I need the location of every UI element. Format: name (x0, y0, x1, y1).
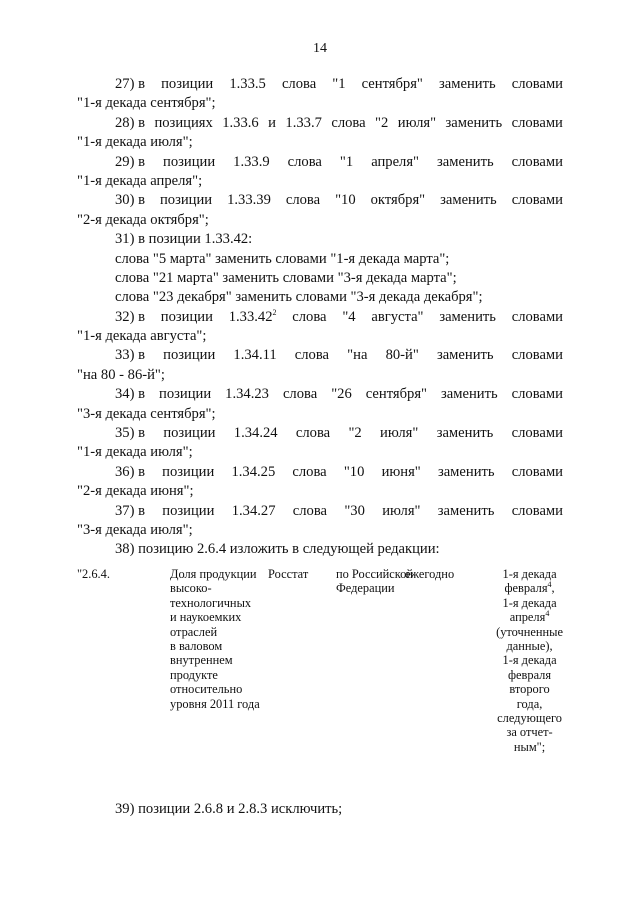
word: апреля" (371, 153, 420, 170)
word: заменить (436, 347, 494, 364)
word: слова (287, 153, 322, 170)
footnote-mark: 2 (272, 307, 277, 317)
amendment-subline: слова "5 марта" заменить словами "1-я декада марта"; (115, 250, 450, 267)
name-line: продукте (170, 667, 218, 682)
word: словами (511, 386, 563, 403)
word: 37) в (115, 502, 145, 519)
word: 36) в (115, 463, 145, 480)
item-39: 39) позиции 2.6.8 и 2.8.3 исключить; (115, 801, 343, 817)
deadline-line (496, 653, 563, 667)
word: словами (511, 153, 563, 170)
word: "26 (331, 386, 352, 403)
amendment-first-line (77, 191, 563, 210)
level-line: по Российской (336, 567, 413, 581)
deadline-line (496, 581, 563, 595)
amendment-first-line (77, 346, 563, 365)
amendment-continuation: "2-я декада октября"; (77, 211, 209, 228)
word: слова (331, 114, 366, 131)
deadline-text: за отчет- (506, 725, 553, 740)
indicator-frequency: ежегодно (405, 567, 455, 581)
deadline-text: второго (509, 682, 550, 697)
level-line: Федерации (336, 581, 395, 596)
amendment-continuation: "1-я декада августа"; (77, 328, 207, 345)
word: заменить (437, 153, 494, 170)
amendment-first-line (77, 308, 563, 327)
amendment-first-line (77, 463, 563, 482)
amendment-item-32 (77, 308, 563, 347)
deadline-text: 1-я декада (502, 595, 557, 610)
word: позиции (163, 153, 216, 170)
word: слова (292, 463, 327, 480)
name-line: Доля продукции (170, 567, 257, 581)
amendment-first-line (77, 385, 563, 404)
word: заменить (445, 114, 503, 131)
word: 1.33.6 (222, 114, 259, 131)
word: позиции (159, 386, 212, 403)
word: "10 (343, 463, 365, 480)
word: заменить (440, 192, 497, 209)
word: "10 (335, 192, 356, 209)
word: 1.34.23 (225, 386, 269, 403)
indicator-level (336, 567, 416, 596)
word: и (268, 114, 276, 131)
indicator-source: Росстат (268, 567, 309, 581)
word: слова (281, 76, 317, 92)
deadline-line (496, 596, 563, 610)
word: позиции (163, 347, 216, 364)
word: 1.34.11 (233, 347, 277, 364)
word: "1 (332, 76, 346, 92)
amendment-heading: 31) в позиции 1.33.42: (115, 231, 253, 248)
amendments-list (77, 75, 563, 560)
word: 30) в (115, 192, 145, 209)
amendment-item (77, 191, 563, 230)
word: августа" (371, 308, 424, 325)
word: "4 (342, 308, 356, 325)
word: слова (285, 192, 321, 209)
amendment-continuation: "3-я декада июля"; (77, 521, 193, 538)
word: "2 (348, 425, 362, 442)
word: словами (511, 463, 563, 480)
amendment-item (77, 424, 563, 463)
indicator-code: "2.6.4. (77, 567, 110, 581)
amendment-item-31 (77, 230, 563, 308)
amendment-continuation: "на 80 - 86-й"; (77, 366, 165, 383)
name-line: относительно (170, 682, 243, 697)
amendment-item (77, 75, 563, 114)
word: заменить (437, 463, 495, 480)
word: слова (294, 347, 330, 364)
deadline-line (496, 682, 563, 696)
word: сентября" (365, 386, 428, 403)
word: заменить (441, 386, 498, 403)
word: позициях (154, 114, 213, 131)
footnote-mark: 4 (545, 609, 550, 619)
word: слова (295, 425, 331, 442)
word: 29) в (115, 153, 145, 170)
indicator-table-row (77, 567, 563, 772)
word: 35) в (115, 425, 145, 442)
word: позиции (159, 192, 213, 209)
page-number: 14 (313, 41, 327, 56)
word: июля" (380, 425, 419, 442)
word: позиции (162, 463, 215, 480)
word: 1.34.25 (231, 463, 276, 480)
deadline-text: февраля (504, 581, 548, 596)
deadline-text: года, (516, 696, 543, 711)
word: "1 (339, 153, 354, 170)
name-line: отраслей (170, 624, 218, 639)
amendment-continuation: "2-я декада июня"; (77, 483, 194, 500)
indicator-deadline (471, 567, 563, 754)
word: слова (292, 308, 327, 325)
name-line: в валовом (170, 639, 223, 654)
word: июля" (397, 114, 437, 131)
word: слова (292, 502, 328, 519)
name-line: уровня 2011 года (170, 696, 260, 711)
word: 27) в (115, 76, 145, 92)
word: сентября" (361, 76, 423, 92)
word: 1.34.27 (231, 502, 276, 519)
word: июня" (381, 463, 421, 480)
amendment-item (77, 153, 563, 192)
deadline-line (496, 725, 563, 739)
deadline-line (496, 625, 563, 639)
word: словами (511, 114, 563, 131)
deadline-line (496, 567, 563, 581)
word: 1.33.39 (227, 192, 271, 209)
word: 34) в (115, 386, 145, 403)
name-line: технологичных (170, 595, 252, 610)
word: заменить (439, 308, 496, 325)
amendment-item (77, 385, 563, 424)
word: позиции (162, 502, 215, 519)
footnote-mark: 4 (547, 580, 552, 590)
amendment-first-line (77, 424, 563, 443)
deadline-line (496, 697, 563, 711)
position-number (229, 308, 277, 327)
deadline-text: 1-я декада (502, 653, 557, 668)
word: слова (282, 386, 318, 403)
word: июля" (382, 502, 421, 519)
word: словами (511, 425, 563, 442)
deadline-text: апреля (509, 610, 546, 625)
amendment-item (77, 463, 563, 502)
amendment-item (77, 114, 563, 153)
word: словами (511, 192, 563, 209)
deadline-line (496, 668, 563, 682)
word: позиции (161, 76, 214, 92)
punctuation: , (551, 581, 555, 596)
name-line: внутреннем (170, 653, 233, 668)
amendment-first-line (77, 502, 563, 521)
word: 28) в (115, 114, 145, 131)
deadline-text: (уточненные (496, 624, 563, 639)
amendment-continuation: "1-я декада июля"; (77, 134, 193, 151)
name-line: и наукоемких (170, 610, 242, 625)
word: словами (511, 76, 563, 92)
word: "на (347, 347, 368, 364)
word: словами (511, 347, 563, 364)
amendment-continuation: "3-я декада сентября"; (77, 405, 216, 422)
word: заменить (436, 425, 494, 442)
deadline-line (496, 610, 563, 624)
amendment-first-line (77, 114, 563, 133)
word: позиции (163, 425, 216, 442)
word: октября" (370, 192, 426, 209)
amendment-item-38: 38) позицию 2.6.4 изложить в следующей редакции: (115, 541, 440, 558)
word: заменить (439, 76, 496, 92)
word: 1.33.5 (229, 76, 266, 92)
name-line: высоко- (170, 581, 212, 596)
word: заменить (437, 502, 495, 519)
deadline-line (496, 740, 563, 754)
amendment-first-line (77, 153, 563, 172)
word: 1.33.42 (228, 308, 273, 325)
amendment-subline: слова "23 декабря" заменить словами "3-я декада декабря"; (115, 289, 483, 306)
deadline-text: ным"; (513, 739, 546, 754)
word: 1.33.9 (233, 153, 270, 170)
word: "30 (344, 502, 365, 519)
amendment-continuation: "1-я декада сентября"; (77, 95, 216, 112)
word: 80-й" (385, 347, 419, 364)
word: словами (511, 308, 563, 325)
deadline-text: 1-я декада (502, 567, 557, 581)
deadline-line (496, 711, 563, 725)
word: "2 (375, 114, 389, 131)
word: 1.34.24 (233, 425, 278, 442)
deadline-text: февраля (508, 667, 552, 682)
word: 32) в (115, 308, 145, 325)
deadline-line (496, 639, 563, 653)
amendment-item (77, 502, 563, 541)
word: 1.33.7 (285, 114, 322, 131)
word: словами (511, 502, 563, 519)
deadline-text: следующего (497, 711, 562, 726)
amendment-item (77, 346, 563, 385)
deadline-text: данные), (506, 639, 553, 654)
amendment-first-line (77, 75, 563, 94)
word: 33) в (115, 347, 145, 364)
amendment-continuation: "1-я декада апреля"; (77, 172, 203, 189)
amendment-subline: слова "21 марта" заменить словами "3-я декада марта"; (115, 269, 457, 286)
indicator-name (170, 567, 270, 711)
amendment-continuation: "1-я декада июля"; (77, 444, 193, 461)
word: позиции (160, 308, 213, 325)
